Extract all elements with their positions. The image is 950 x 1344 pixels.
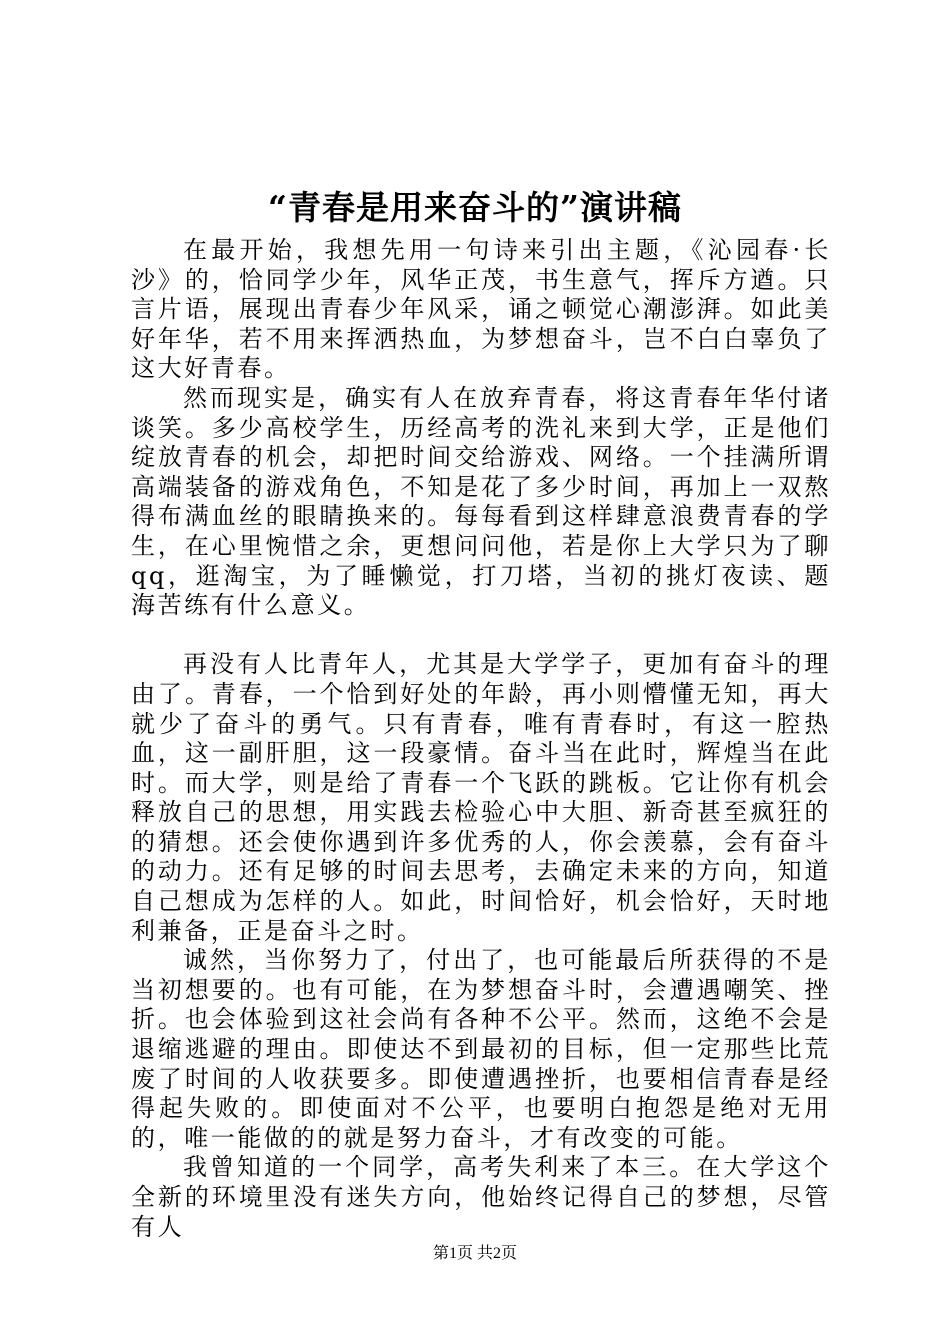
page-footer: 第1页 共2页: [432, 1245, 517, 1262]
paragraph-5: 我曾知道的一个同学，高考失利来了本三。在大学这个全新的环境里没有迷失方向，他始终记得自己的梦想，尽管有人: [131, 1153, 831, 1241]
paragraph-1: 在最开始，我想先用一句诗来引出主题，《沁园春·长沙》的，恰同学少年，风华正茂，书生意气，挥斥方遒。只言片语，展现出青春少年风采，诵之顿觉心潮澎湃。如此美好年华，若不用来挥洒热血，为梦想奋斗，岂不白白辜负了这大好青春。: [131, 236, 831, 383]
paragraph-2: 然而现实是，确实有人在放弃青春，将这青春年华付诸谈笑。多少高校学生，历经高考的洗礼来到大学，正是他们绽放青春的机会，却把时间交给游戏、网络。一个挂满所谓高端装备的游戏角色，不知是花了多少时间，再加上一双熬得布满血丝的眼睛换来的。每每看到这样肆意浪费青春的学生，在心里惋惜之余，更想问问他，若是你上大学只为了聊qq，逛淘宝，为了睡懒觉，打刀塔，当初的挑灯夜读、题海苦练有什么意义。: [131, 383, 831, 620]
document-body: [131, 236, 831, 1242]
paragraph-4: 诚然，当你努力了，付出了，也可能最后所获得的不是当初想要的。也有可能，在为梦想奋斗时，会遭遇嘲笑、挫折。也会体验到这社会尚有各种不公平。然而，这绝不会是退缩逃避的理由。即使达不到最初的目标，但一定那些比荒废了时间的人收获要多。即使遭遇挫折，也要相信青春是经得起失败的。即使面对不公平，也要明白抱怨是绝对无用的，唯一能做的的就是努力奋斗，才有改变的可能。: [131, 946, 831, 1152]
paragraph-3: 再没有人比青年人，尤其是大学学子，更加有奋斗的理由了。青春，一个恰到好处的年龄，再小则懵懂无知，再大就少了奋斗的勇气。只有青春，唯有青春时，有这一腔热血，这一副肝胆，这一段豪情。奋斗当在此时，辉煌当在此时。而大学，则是给了青春一个飞跃的跳板。它让你有机会释放自己的思想，用实践去检验心中大胆、新奇甚至疯狂的的猜想。还会使你遇到许多优秀的人，你会羡慕，会有奋斗的动力。还有足够的时间去思考，去确定未来的方向，知道自己想成为怎样的人。如此，时间恰好，机会恰好，天时地利兼备，正是奋斗之时。: [131, 650, 831, 945]
document-title: “青春是用来奋斗的”演讲稿: [268, 188, 682, 227]
